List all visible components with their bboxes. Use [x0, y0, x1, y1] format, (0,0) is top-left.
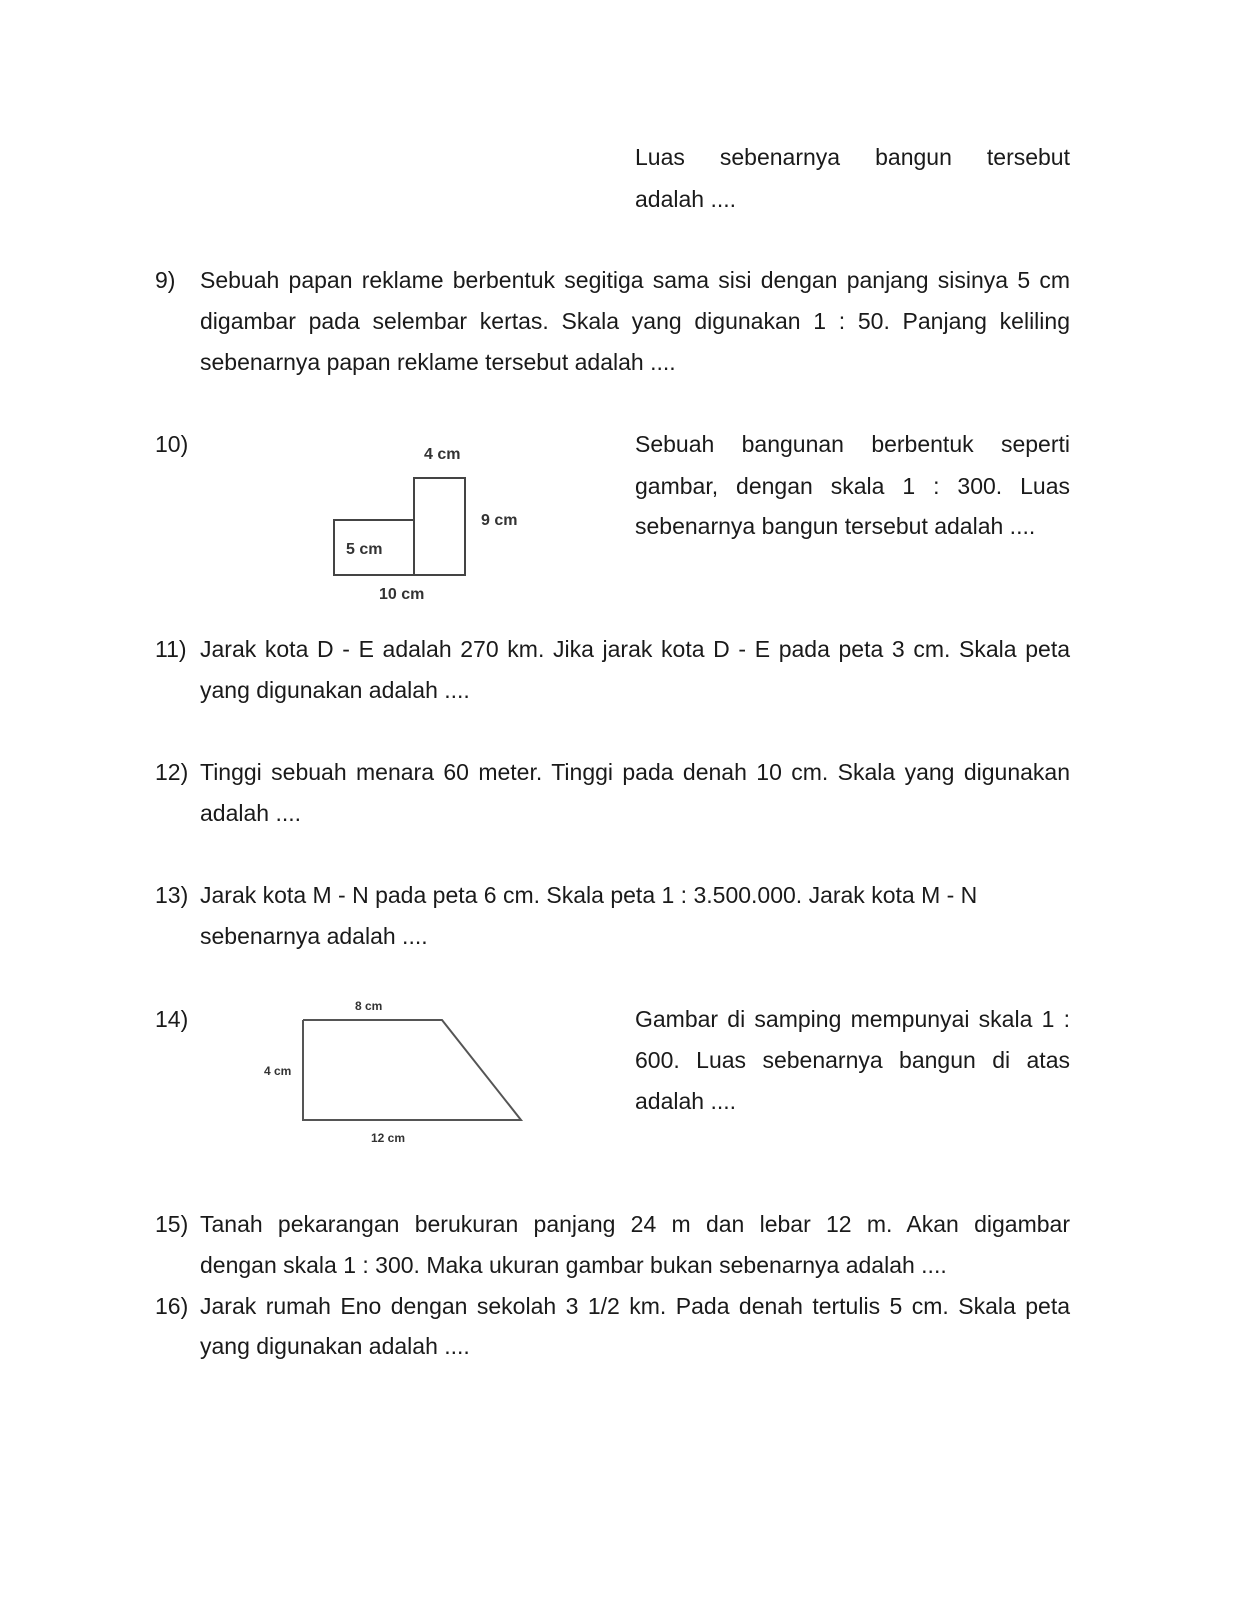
question-number: 16): [155, 1293, 189, 1319]
question-16-line-2: yang digunakan adalah ....: [200, 1333, 470, 1359]
label-top: 8 cm: [355, 999, 383, 1013]
question-15-line-1: Tanah pekarangan berukuran panjang 24 m dan lebar 12 m. Akan digambar: [200, 1211, 1070, 1237]
l-shape-figure: [320, 440, 540, 610]
intro-line-1: Luas sebenarnya bangun tersebut: [635, 144, 1070, 170]
question-13-line-1: Jarak kota M - N pada peta 6 cm. Skala peta 1 : 3.500.000. Jarak kota M - N: [200, 882, 978, 908]
question-number: 13): [155, 882, 189, 908]
question-9-line-3: sebenarnya papan reklame tersebut adalah ....: [200, 349, 676, 375]
label-bottom: 10 cm: [379, 586, 425, 603]
question-number: 10): [155, 431, 189, 457]
label-left: 5 cm: [346, 541, 383, 558]
question-10-line-3: sebenarnya bangun tersebut adalah ....: [635, 513, 1036, 539]
question-10-line-2: gambar, dengan skala 1 : 300. Luas: [635, 473, 1070, 499]
question-12-line-2: adalah ....: [200, 800, 302, 826]
question-number: 11): [155, 636, 187, 662]
question-9-line-1: Sebuah papan reklame berbentuk segitiga sama sisi dengan panjang sisinya 5 cm: [200, 267, 1070, 293]
question-number: 12): [155, 759, 189, 785]
question-9-line-2: digambar pada selembar kertas. Skala yang digunakan 1 : 50. Panjang keliling: [200, 308, 1070, 334]
question-11-line-1: Jarak kota D - E adalah 270 km. Jika jarak kota D - E pada peta 3 cm. Skala peta: [200, 636, 1070, 662]
label-left: 4 cm: [264, 1064, 292, 1078]
label-right: 9 cm: [481, 512, 518, 529]
trapezoid-figure: [255, 995, 545, 1155]
question-14-line-2: 600. Luas sebenarnya bangun di atas: [635, 1047, 1070, 1073]
question-number: 15): [155, 1211, 189, 1237]
question-number: 9): [155, 267, 176, 293]
label-bottom: 12 cm: [371, 1131, 406, 1145]
question-14-line-1: Gambar di samping mempunyai skala 1 :: [635, 1006, 1070, 1032]
question-14-line-3: adalah ....: [635, 1088, 737, 1114]
question-15-line-2: dengan skala 1 : 300. Maka ukuran gambar bukan sebenarnya adalah ....: [200, 1252, 947, 1278]
intro-line-2: adalah ....: [635, 186, 737, 212]
tall-rectangle: [413, 477, 466, 576]
question-13-line-2: sebenarnya adalah ....: [200, 923, 428, 949]
question-10-line-1: Sebuah bangunan berbentuk seperti: [635, 431, 1070, 457]
label-top: 4 cm: [424, 446, 461, 463]
question-number: 14): [155, 1006, 189, 1032]
question-11-line-2: yang digunakan adalah ....: [200, 677, 470, 703]
question-12-line-1: Tinggi sebuah menara 60 meter. Tinggi pada denah 10 cm. Skala yang digunakan: [200, 759, 1070, 785]
question-16-line-1: Jarak rumah Eno dengan sekolah 3 1/2 km. Pada denah tertulis 5 cm. Skala peta: [200, 1293, 1070, 1319]
